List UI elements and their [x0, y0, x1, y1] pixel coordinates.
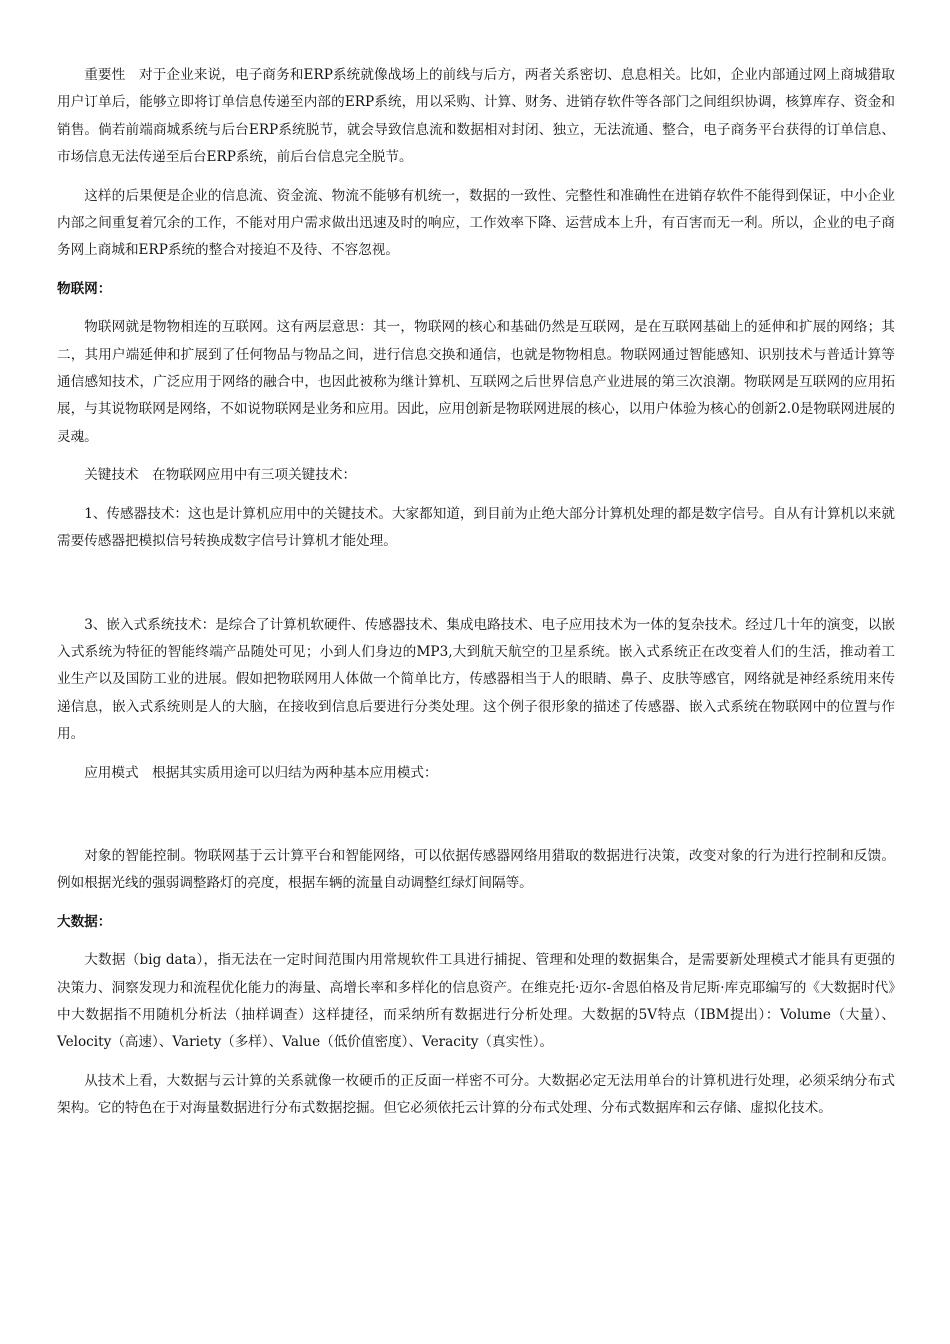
- heading-iot: 物联网：: [57, 280, 112, 297]
- paragraph-bigdata-definition: 大数据（big data），指无法在一定时间范围内用常规软件工具进行捕捉、管理和处理的数据集合，是需要新处理模式才能具有更强的决策力、洞察发现力和流程优化能力的海量、高增长率和多样化的信息资产。在维克托·迈尔-舍恩伯格及肯尼斯·库克耶编写的《大数据时代》中大数据指不用随机分析法（抽样调查）这样捷径，而采纳所有数据进行分析处理。大数据的5V特点（IBM提出）：Volume（大量）、Velocity（高速）、Variety（多样）、Value（低价值密度）、Veracity（真实性）。: [57, 952, 895, 1051]
- document-body: [57, 62, 895, 1123]
- paragraph-importance: 重要性 对于企业来说，电子商务和ERP系统就像战场上的前线与后方，两者关系密切、息息相关。比如，企业内部通过网上商城猎取用户订单后，能够立即将订单信息传递至内部的ERP系统，用以采购、计算、财务、进销存软件等各部门之间组织协调，核算库存、资金和销售。倘若前端商城系统与后台ERP系统脱节，就会导致信息流和数据相对封闭、独立，无法流通、整合，电子商务平台获得的订单信息、市场信息无法传递至后台ERP系统，前后台信息完全脱节。: [57, 67, 895, 166]
- paragraph-smart-control: 对象的智能控制。物联网基于云计算平台和智能网络，可以依据传感器网络用猎取的数据进行决策，改变对象的行为进行控制和反馈。例如根据光线的强弱调整路灯的亮度，根据车辆的流量自动调整红绿灯间隔等。: [57, 847, 895, 892]
- paragraph-sensor-tech: 1、传感器技术：这也是计算机应用中的关键技术。大家都知道，到目前为止绝大部分计算机处理的都是数字信号。自从有计算机以来就需要传感器把模拟信号转换成数字信号计算机才能处理。: [57, 505, 895, 550]
- paragraph-key-tech: 关键技术 在物联网应用中有三项关键技术：: [84, 467, 357, 484]
- heading-bigdata: 大数据：: [57, 913, 112, 930]
- paragraph-embedded-tech: 3、嵌入式系统技术：是综合了计算机软硬件、传感器技术、集成电路技术、电子应用技术为一体的复杂技术。经过几十年的演变，以嵌入式系统为特征的智能终端产品随处可见；小到人们身边的MP3,大到航天航空的卫星系统。嵌入式系统正在改变着人们的生活，推动着工业生产以及国防工业的进展。假如把物联网用人体做一个简单比方，传感器相当于人的眼睛、鼻子、皮肤等感官，网络就是神经系统用来传递信息，嵌入式系统则是人的大脑，在接收到信息后要进行分类处理。这个例子很形象的描述了传感器、嵌入式系统在物联网中的位置与作用。: [57, 616, 895, 743]
- paragraph-bigdata-cloud: 从技术上看，大数据与云计算的关系就像一枚硬币的正反面一样密不可分。大数据必定无法用单台的计算机进行处理，必须采纳分布式架构。它的特色在于对海量数据进行分布式数据挖掘。但它必须依托云计算的分布式处理、分布式数据库和云存储、虚拟化技术。: [57, 1072, 895, 1117]
- paragraph-consequence: 这样的后果便是企业的信息流、资金流、物流不能够有机统一，数据的一致性、完整性和准确性在进销存软件不能得到保证，中小企业内部之间重复着冗余的工作，不能对用户需求做出迅速及时的响应，工作效率下降、运营成本上升，有百害而无一利。所以，企业的电子商务网上商城和ERP系统的整合对接迫不及待、不容忽视。: [57, 187, 895, 259]
- paragraph-iot-definition: 物联网就是物物相连的互联网。这有两层意思：其一，物联网的核心和基础仍然是互联网，是在互联网基础上的延伸和扩展的网络；其二，其用户端延伸和扩展到了任何物品与物品之间，进行信息交换和通信，也就是物物相息。物联网通过智能感知、识别技术与普适计算等通信感知技术，广泛应用于网络的融合中，也因此被称为继计算机、互联网之后世界信息产业进展的第三次浪潮。物联网是互联网的应用拓展，与其说物联网是网络，不如说物联网是业务和应用。因此，应用创新是物联网进展的核心，以用户体验为核心的创新2.0是物联网进展的灵魂。: [57, 319, 895, 445]
- paragraph-app-mode: 应用模式 根据其实质用途可以归结为两种基本应用模式：: [84, 764, 438, 781]
